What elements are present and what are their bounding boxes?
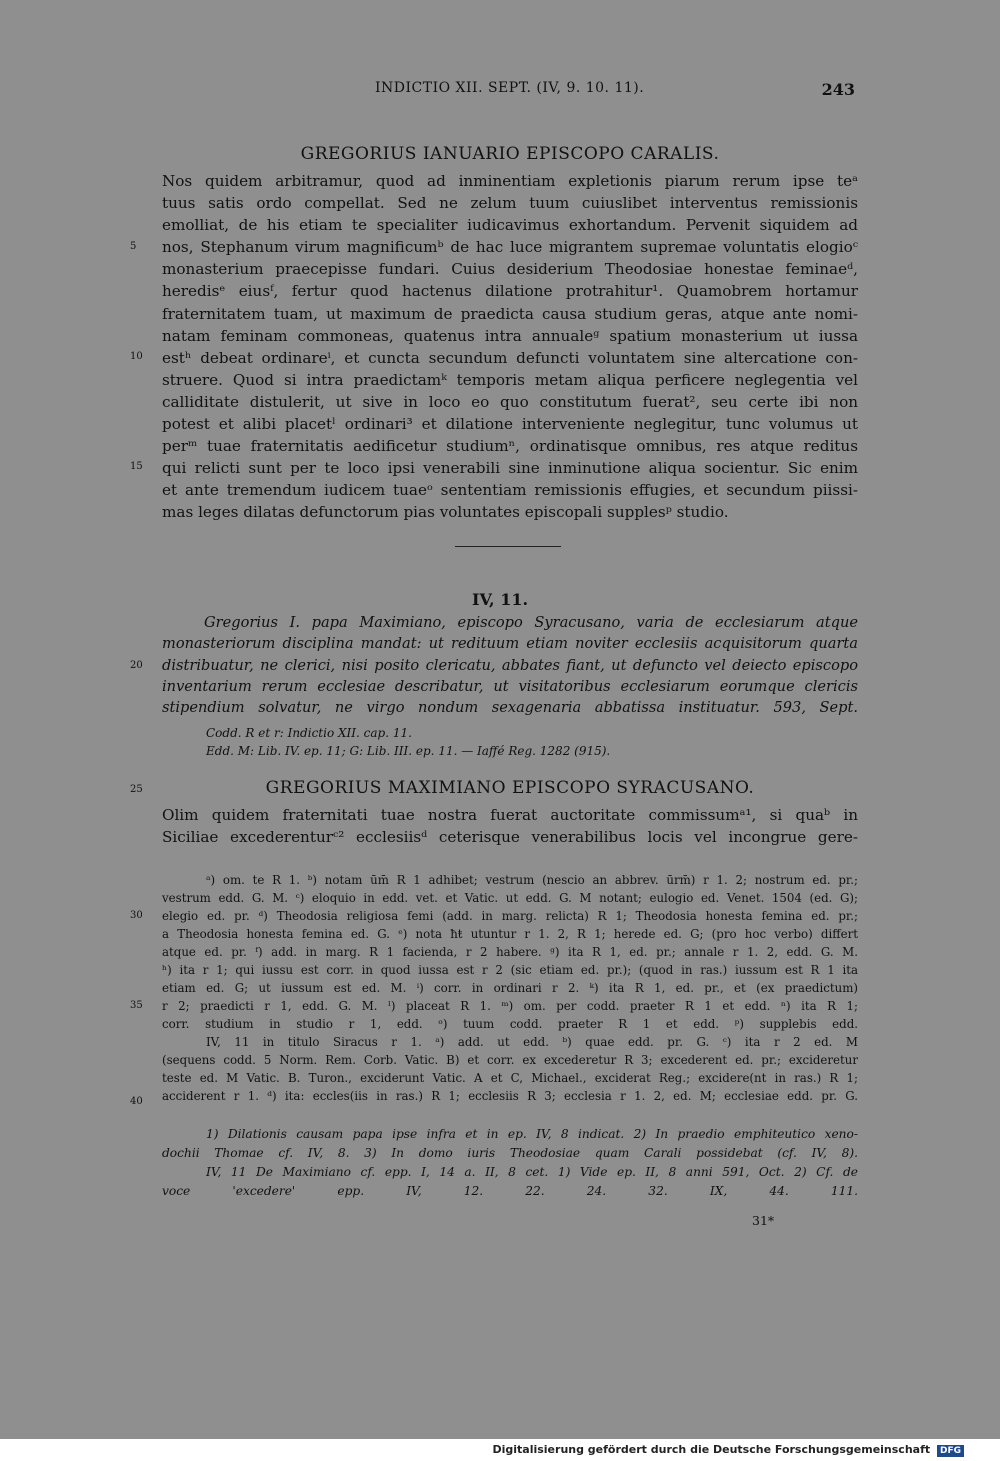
note-line: voce 'excedere' epp. IV, 12. 22. 24. 32. IX, 44. 111. [162, 1184, 858, 1198]
text-line: calliditate distulerit, ut sive in loco eo quo constitutum fuerat², seu certe ibi non [162, 392, 858, 411]
text-line: heredisᵉ eiusᶠ, fertur quod hactenus dilatione protrahitur¹. Quamobrem hortamur [162, 282, 858, 301]
apparatus-line: r 2; praedicti r 1, edd. G. M. ˡ) placeat R 1. ᵐ) om. per codd. praeter R 1 et edd. ⁿ) ita R 1; [162, 999, 858, 1013]
apparatus-line: etiam ed. G; ut iussum est ed. M. ⁱ) corr. in ordinari r 2. ᵏ) ita R 1, ed. pr., et (ex praedictum) [162, 981, 858, 995]
text-line: Olim quidem fraternitati tuae nostra fuerat auctoritate commissumᵃ¹, si quaᵇ in [162, 806, 858, 824]
regest-line: Gregorius I. papa Maximiano, episcopo Syracusano, varia de ecclesiarum atque [204, 614, 858, 631]
note-line: IV, 11 De Maximiano cf. epp. I, 14 a. II, 8 cet. 1) Vide ep. II, 8 anni 591, Oct. 2) Cf. de [206, 1165, 858, 1179]
apparatus-line: corr. studium in studio r 1, edd. ᵒ) tuum codd. praeter R 1 et edd. ᵖ) supplebis edd. [162, 1017, 858, 1031]
text-line: qui relicti sunt per te loco ipsi venerabili sine inminutione aliqua socientur. Sic enim [162, 459, 858, 478]
explanatory-notes [162, 1125, 858, 1201]
text-line: mas leges dilatas defunctorum pias voluntates episcopali supplesᵖ studio. [162, 503, 729, 522]
section-divider [455, 546, 561, 547]
apparatus-line: atque ed. pr. ᶠ) add. in marg. R 1 facienda, r 2 habere. ᵍ) ita R 1, ed. pr.; annale r 1. 2, edd. G. M. [162, 945, 858, 959]
letter-title: GREGORIUS IANUARIO EPISCOPO CARALIS. [300, 144, 720, 164]
text-line: Nos quidem arbitramur, quod ad inminentiam expletionis piarum rerum ipse teᵃ [162, 172, 858, 190]
apparatus-line: ʰ) ita r 1; qui iussu est corr. in quod iussa est r 2 (sic etiam ed. pr.); (quod in ras.) iussum est R 1 ita [162, 963, 858, 977]
line-number: 10 [130, 351, 143, 362]
line-number: 5 [130, 241, 137, 252]
apparatus-line: IV, 11 in titulo Siracus r 1. ᵃ) add. ut edd. ᵇ) quae edd. pr. G. ᶜ) ita r 2 ed. M [206, 1035, 858, 1049]
text-line: nos, Stephanum virum magnificumᵇ de hac luce migrantem supremae voluntatis elogioᶜ [162, 238, 858, 257]
editions-note: Edd. M: Lib. IV. ep. 11; G: Lib. III. ep. 11. — Iaffé Reg. 1282 (915). [206, 744, 611, 758]
regest-line: distribuatur, ne clerici, nisi posito clericatu, abbates fiant, ut defuncto vel deiecto episcopo [162, 656, 858, 674]
apparatus-line: ᵃ) om. te R 1. ᵇ) notam ūm̄ R 1 adhibet; vestrum (nescio an abbrev. ūrm̄) r 1. 2; nostrum ed. pr.; [206, 873, 858, 887]
line-number: 15 [130, 461, 143, 472]
note-line: 1) Dilationis causam papa ipse infra et in ep. IV, 8 indicat. 2) In praedio emphiteutico xeno- [206, 1127, 858, 1141]
apparatus-line: vestrum edd. G. M. ᶜ) eloquio in edd. vet. et Vatic. ut edd. G. M notant; eulogio ed. Venet. 1504 (ed. G); [162, 891, 858, 905]
codices-note: Codd. R et r: Indictio XII. cap. 11. [206, 726, 412, 740]
text-line: natam feminam commoneas, quatenus intra annualeᵍ spatium monasterium ut iussa [162, 326, 858, 345]
text-line: Siciliae excederenturᶜ² ecclesiisᵈ ceterisque venerabilibus locis vel incongrue gere- [162, 828, 858, 847]
funding-text: Digitalisierung gefördert durch die Deutsche Forschungsgemeinschaft [492, 1443, 931, 1456]
apparatus-line: elegio ed. pr. ᵈ) Theodosia religiosa femi (add. in marg. relicta) R 1; Theodosia honesta femina ed. pr.; [162, 909, 858, 923]
apparatus-line: teste ed. M Vatic. B. Turon., exciderunt Vatic. A et C, Michael., exciderat Reg.; excidere(nt in ras.) R 1; [162, 1071, 858, 1085]
text-line: perᵐ tuae fraternitatis aedificetur studiumⁿ, ordinatisque omnibus, res atque reditus [162, 437, 858, 456]
text-line: monasterium praecepisse fundari. Cuius desiderium Theodosiae honestae feminaeᵈ, [162, 260, 858, 279]
apparatus-line: a Theodosia honesta femina ed. G. ᵉ) nota ħŧ utuntur r 1. 2, R 1; herede ed. G; (pro hoc verbo) differt [162, 927, 858, 941]
dfg-logo-icon: DFG [937, 1445, 964, 1457]
apparatus-line: acciderent r 1. ᵈ) ita: eccles(iis in ras.) R 1; ecclesiis R 3; ecclesia r 1. 2, ed. M; ecclesiae edd. pr. G. [162, 1089, 858, 1103]
regest-line: monasteriorum disciplina mandat: ut redituum etiam noviter ecclesiis acquisitorum quarta [162, 635, 858, 653]
regest-line: stipendium solvatur, ne virgo nondum sexagenaria abbatissa instituatur. 593, Sept. [162, 699, 858, 717]
text-line: estʰ debeat ordinareⁱ, et cuncta secundum defuncti voluntatem sine altercatione con- [162, 348, 858, 367]
text-line: emolliat, de his etiam te specialiter iudicavimus exhortandum. Pervenit siquidem ad [162, 216, 858, 235]
printer-signature: 31* [752, 1213, 775, 1228]
regest-line: inventarium rerum ecclesiae describatur, ut visitatoribus ecclesiarum eorumque clericis [162, 677, 858, 695]
text-line: et ante tremendum iudicem tuaeᵒ sententiam remissionis effugies, et secundum piissi- [162, 481, 858, 500]
line-number: 30 [130, 910, 143, 921]
text-line: struere. Quod si intra praedictamᵏ temporis metam aliqua perficere neglegentia vel [162, 370, 858, 389]
text-line: tuus satis ordo compellat. Sed ne zelum tuum cuiuslibet interventus remissionis [162, 194, 858, 213]
critical-apparatus [162, 871, 858, 1105]
line-number: 20 [130, 660, 143, 671]
line-number: 25 [130, 784, 143, 795]
line-number: 40 [130, 1096, 143, 1107]
line-number: 35 [130, 1000, 143, 1011]
note-line: dochii Thomae cf. IV, 8. 3) In domo iuris Theodosiae quam Carali possidebat (cf. IV, 8). [162, 1146, 858, 1160]
section-heading: IV, 11. [471, 590, 529, 609]
text-line: potest et alibi placetˡ ordinari³ et dilatione interveniente neglegitur, tunc volumus ut [162, 415, 858, 434]
letter-title: GREGORIUS MAXIMIANO EPISCOPO SYRACUSANO. [265, 778, 755, 798]
text-line: fraternitatem tuam, ut maximum de praedicta causa studium geras, atque ante nomi- [162, 304, 858, 323]
regest-summary [162, 612, 858, 718]
funding-notice [492, 1443, 964, 1457]
letter-body [162, 804, 858, 848]
running-header: INDICTIO XII. SEPT. (IV, 9. 10. 11). [375, 80, 645, 96]
letter-body [162, 170, 858, 524]
apparatus-line: (sequens codd. 5 Norm. Rem. Corb. Vatic. B) et corr. ex excederetur R 3; excederent ed. pr.; excideretur [162, 1053, 858, 1067]
page-number: 243 [821, 80, 855, 99]
